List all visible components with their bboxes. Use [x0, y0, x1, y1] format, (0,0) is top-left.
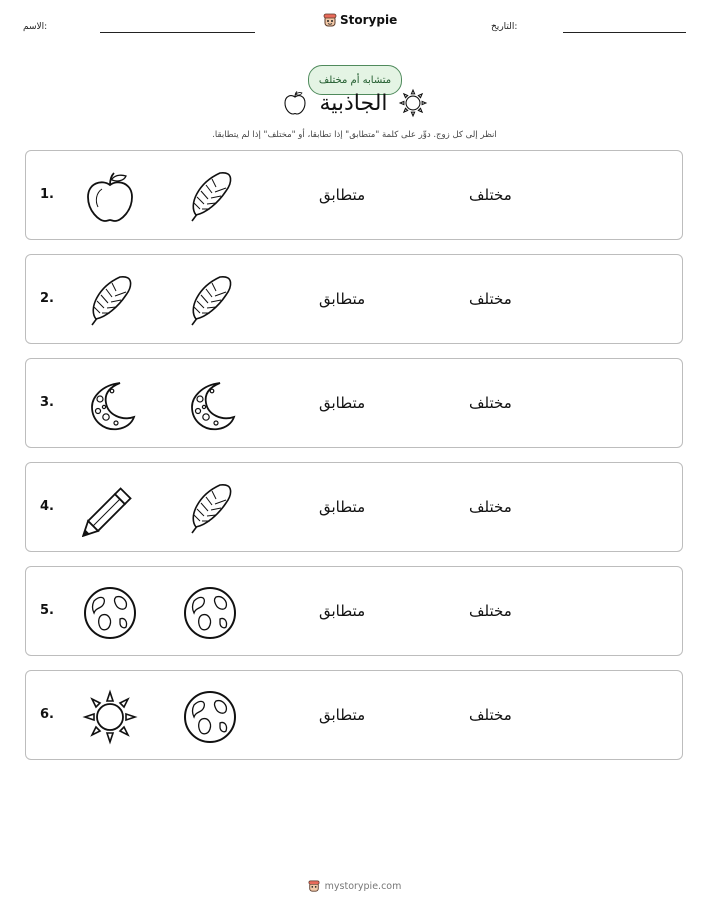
moon-icon	[182, 377, 238, 433]
same-choice[interactable]: متطابق	[319, 498, 366, 516]
worksheet-row	[25, 358, 683, 448]
sun-icon	[398, 88, 428, 118]
feather-icon	[182, 169, 238, 225]
different-choice[interactable]: مختلف	[469, 602, 512, 620]
feather-icon	[182, 273, 238, 329]
worksheet-row	[25, 566, 683, 656]
feather-icon	[82, 273, 138, 329]
different-choice[interactable]: مختلف	[469, 290, 512, 308]
instructions: انظر إلى كل زوج. دوِّر على كلمة "متطابق" إذا تطابقا، أو "مختلف" إذا لم يتطابقا.	[212, 130, 497, 140]
title-row	[0, 88, 709, 118]
name-line[interactable]	[100, 32, 255, 33]
worksheet-row	[25, 150, 683, 240]
row-number: 2.	[40, 291, 54, 306]
storypie-logo	[323, 12, 397, 28]
storypie-mascot-icon	[323, 12, 337, 28]
date-label: التاريخ:	[491, 22, 518, 32]
earth-icon	[182, 585, 238, 641]
name-label: الاسم:	[23, 22, 48, 32]
storypie-mascot-icon	[308, 879, 320, 893]
same-choice[interactable]: متطابق	[319, 394, 366, 412]
row-number: 4.	[40, 499, 54, 514]
row-number: 1.	[40, 187, 54, 202]
earth-icon	[82, 585, 138, 641]
earth-icon	[182, 689, 238, 745]
apple-icon	[281, 89, 309, 117]
footer	[0, 879, 709, 893]
row-number: 6.	[40, 707, 54, 722]
different-choice[interactable]: مختلف	[469, 394, 512, 412]
moon-icon	[82, 377, 138, 433]
row-number: 5.	[40, 603, 54, 618]
footer-site: mystorypie.com	[324, 880, 402, 892]
different-choice[interactable]: مختلف	[469, 706, 512, 724]
feather-icon	[182, 481, 238, 537]
row-number: 3.	[40, 395, 54, 410]
same-choice[interactable]: متطابق	[319, 602, 366, 620]
date-line[interactable]	[563, 32, 686, 33]
activity-type-pill: متشابه أم مختلف	[308, 65, 402, 95]
sun-icon	[82, 689, 138, 745]
same-choice[interactable]: متطابق	[319, 290, 366, 308]
same-choice[interactable]: متطابق	[319, 186, 366, 204]
different-choice[interactable]: مختلف	[469, 186, 512, 204]
worksheet-row	[25, 670, 683, 760]
apple-icon	[82, 169, 138, 225]
worksheet-row	[25, 462, 683, 552]
pencil-icon	[82, 481, 138, 537]
different-choice[interactable]: مختلف	[469, 498, 512, 516]
page-title: الجاذبية	[319, 90, 388, 116]
logo-text: Storypie	[340, 13, 398, 27]
same-choice[interactable]: متطابق	[319, 706, 366, 724]
worksheet-row	[25, 254, 683, 344]
